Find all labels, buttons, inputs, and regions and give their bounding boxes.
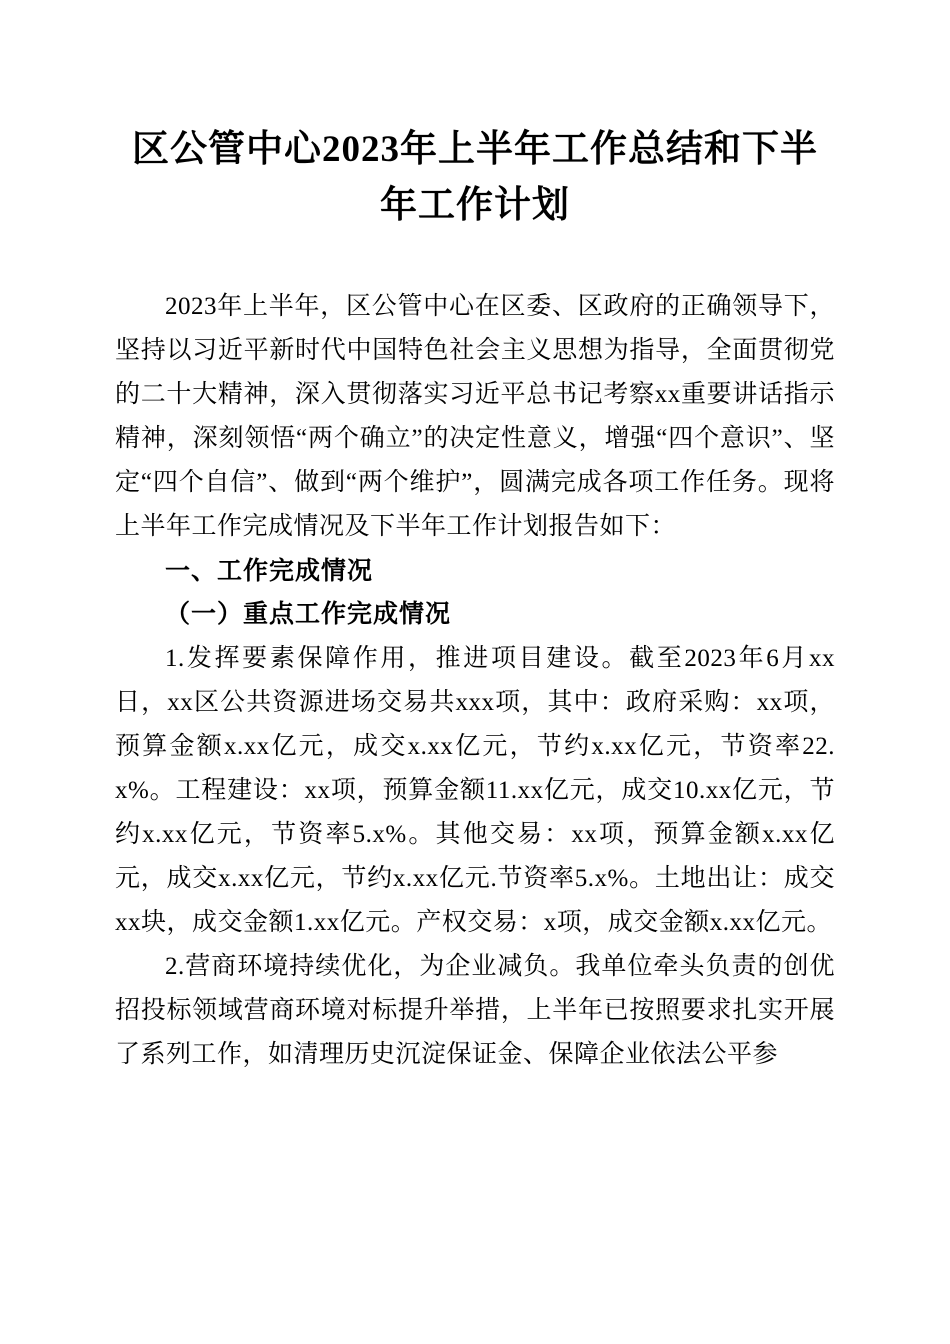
paragraph-intro: 2023年上半年，区公管中心在区委、区政府的正确领导下，坚持以习近平新时代中国特色社会主义思想为指导，全面贯彻党的二十大精神，深入贯彻落实习近平总书记考察xx重要讲话指示精神，深刻领悟“两个确立”的决定性意义，增强“四个意识”、坚定“四个自信”、做到“两个维护”，圆满完成各项工作任务。现将上半年工作完成情况及下半年工作计划报告如下：	[115, 293, 835, 540]
subsection-heading-key-work: （一）重点工作完成情况	[165, 601, 452, 628]
paragraph-item-2: 2.营商环境持续优化，为企业减负。我单位牵头负责的创优招投标领域营商环境对标提升举措，上半年已按照要求扎实开展了系列工作，如清理历史沉淀保证金、保障企业依法公平参	[115, 953, 835, 1068]
section-heading-work-completion: 一、工作完成情况	[165, 557, 374, 585]
document-title: 区公管中心2023年上半年工作总结和下半年工作计划	[132, 129, 818, 226]
paragraph-item-1: 1.发挥要素保障作用，推进项目建设。截至2023年6月xx日，xx区公共资源进场交易共xxx项，其中：政府采购：xx项，预算金额x.xx亿元，成交x.xx亿元，节约x.xx亿元，节资率22.x%。工程建设：xx项，预算金额11.xx亿元，成交10.xx亿元，节约x.xx亿元，节资率5.x%。其他交易：xx项，预算金额x.xx亿元，成交x.xx亿元，节约x.xx亿元.节资率5.x%。土地出让：成交xx块，成交金额1.xx亿元。产权交易：x项，成交金额x.xx亿元。	[115, 645, 835, 936]
